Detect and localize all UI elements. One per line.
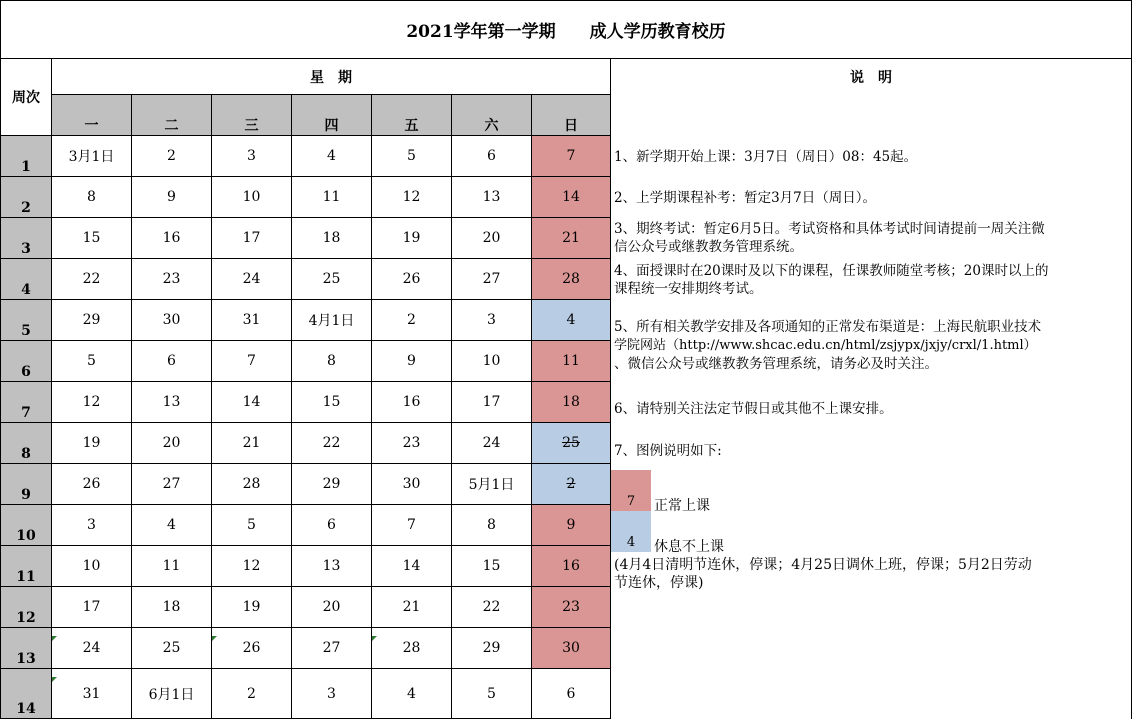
day-cell: 7: [372, 505, 452, 546]
week-number: 5: [0, 300, 52, 341]
day-cell: 18: [132, 587, 212, 628]
weekday-header-2: 二: [132, 95, 212, 136]
sunday-cell: 30: [532, 628, 611, 669]
cell-note-indicator-icon: [52, 677, 57, 682]
day-cell: 17: [212, 218, 292, 259]
day-cell: 23: [132, 259, 212, 300]
day-cell: 21: [372, 587, 452, 628]
legend-class-label: 正常上课: [654, 498, 710, 514]
day-cell: 24: [452, 423, 532, 464]
day-cell: 26: [372, 259, 452, 300]
notes-column-header: 说 明: [611, 59, 1132, 95]
day-cell: 2: [212, 669, 292, 719]
day-cell: 16: [372, 382, 452, 423]
day-cell: 14: [372, 546, 452, 587]
day-cell: 19: [212, 587, 292, 628]
week-number: 13: [0, 628, 52, 669]
note-2: 2、上学期课程补考：暂定3月7日（周日）。: [614, 190, 877, 206]
week-number: 14: [0, 669, 52, 719]
sunday-cell: 7: [532, 136, 611, 177]
day-cell: 20: [452, 218, 532, 259]
note-1: 1、新学期开始上课：3月7日（周日）08：45起。: [614, 149, 918, 165]
day-cell: 27: [452, 259, 532, 300]
sunday-cell: 14: [532, 177, 611, 218]
day-cell: 4: [292, 136, 372, 177]
day-cell: 31: [212, 300, 292, 341]
day-cell: 2: [372, 300, 452, 341]
day-cell: 21: [212, 423, 292, 464]
day-cell: 15: [292, 382, 372, 423]
day-cell: 5: [372, 136, 452, 177]
day-cell: 28: [372, 628, 452, 669]
day-cell: 13: [452, 177, 532, 218]
day-cell: 4月1日: [292, 300, 372, 341]
page-title: 2021学年第一学期 成人学历教育校历: [0, 0, 1132, 59]
day-cell: 6: [452, 136, 532, 177]
weekday-header-1: 一: [52, 95, 132, 136]
legend-off-label: 休息不上课: [654, 539, 724, 555]
day-cell: 20: [132, 423, 212, 464]
day-cell: 6: [292, 505, 372, 546]
week-number: 3: [0, 218, 52, 259]
day-cell: 26: [52, 464, 132, 505]
day-cell: 26: [212, 628, 292, 669]
weekday-header-5: 五: [372, 95, 452, 136]
day-cell: 2: [132, 136, 212, 177]
day-cell: 12: [372, 177, 452, 218]
day-cell: 19: [372, 218, 452, 259]
day-cell: 22: [452, 587, 532, 628]
sunday-cell: 11: [532, 341, 611, 382]
day-cell: 29: [292, 464, 372, 505]
note-3-line-1: 3、期终考试：暂定6月5日。考试资格和具体考试时间请提前一周关注微: [614, 221, 1045, 237]
sunday-cell: 21: [532, 218, 611, 259]
day-cell: 30: [132, 300, 212, 341]
week-number: 2: [0, 177, 52, 218]
day-cell: 10: [52, 546, 132, 587]
day-cell: 17: [452, 382, 532, 423]
note-4-line-1: 4、面授课时在20课时及以下的课程，任课教师随堂考核；20课时以上的: [614, 263, 1049, 279]
day-cell: 29: [52, 300, 132, 341]
sunday-cell: 28: [532, 259, 611, 300]
day-cell: 27: [292, 628, 372, 669]
note-8-line-2: 节连休，停课): [614, 575, 704, 591]
notes-panel: [611, 59, 1132, 719]
day-cell: 11: [292, 177, 372, 218]
sunday-cell: 9: [532, 505, 611, 546]
week-number: 4: [0, 259, 52, 300]
weekday-header-3: 三: [212, 95, 292, 136]
day-cell: 9: [132, 177, 212, 218]
day-cell: 4: [132, 505, 212, 546]
day-cell: 5: [452, 669, 532, 719]
day-cell: 6月1日: [132, 669, 212, 719]
day-cell: 3: [452, 300, 532, 341]
day-cell: 13: [292, 546, 372, 587]
day-cell: 27: [132, 464, 212, 505]
day-cell: 7: [212, 341, 292, 382]
cell-note-indicator-icon: [212, 636, 217, 641]
week-number: 10: [0, 505, 52, 546]
day-cell: 25: [292, 259, 372, 300]
day-cell: 6: [132, 341, 212, 382]
day-cell: 8: [292, 341, 372, 382]
cell-note-indicator-icon: [372, 636, 377, 641]
sunday-cell: 2: [532, 464, 611, 505]
day-cell: 24: [212, 259, 292, 300]
weekday-header-7: 日: [532, 95, 611, 136]
day-cell: 3月1日: [52, 136, 132, 177]
day-cell: 25: [132, 628, 212, 669]
note-5-line-3: 、微信公众号或继教教务管理系统，请务必及时关注。: [614, 356, 938, 372]
day-cell: 4: [372, 669, 452, 719]
day-cell: 8: [52, 177, 132, 218]
day-cell: 11: [132, 546, 212, 587]
note-3-line-2: 信公众号或继教教务管理系统。: [614, 239, 803, 255]
day-cell: 14: [212, 382, 292, 423]
day-cell: 15: [52, 218, 132, 259]
weekday-group-header: 星 期: [52, 59, 611, 95]
weekday-header-6: 六: [452, 95, 532, 136]
day-cell: 12: [212, 546, 292, 587]
sunday-cell: 23: [532, 587, 611, 628]
legend-class-swatch: 7: [611, 470, 651, 511]
weekday-header-4: 四: [292, 95, 372, 136]
sunday-cell: 25: [532, 423, 611, 464]
day-cell: 23: [372, 423, 452, 464]
note-5-line-1: 5、所有相关教学安排及各项通知的正常发布渠道是：上海民航职业技术: [614, 319, 1042, 335]
sunday-cell: 16: [532, 546, 611, 587]
day-cell: 29: [452, 628, 532, 669]
week-number: 11: [0, 546, 52, 587]
note-4-line-2: 课程统一安排期终考试。: [614, 281, 763, 297]
day-cell: 5: [52, 341, 132, 382]
day-cell: 30: [372, 464, 452, 505]
day-cell: 31: [52, 669, 132, 719]
day-cell: 5: [212, 505, 292, 546]
day-cell: 19: [52, 423, 132, 464]
note-8-line-1: (4月4日清明节连休，停课；4月25日调休上班，停课；5月2日劳动: [614, 557, 1032, 573]
day-cell: 10: [212, 177, 292, 218]
note-6: 6、请特别关注法定节假日或其他不上课安排。: [614, 401, 893, 417]
day-cell: 3: [292, 669, 372, 719]
week-column-header: 周次: [0, 59, 52, 136]
cell-note-indicator-icon: [52, 636, 57, 641]
day-cell: 16: [132, 218, 212, 259]
day-cell: 22: [292, 423, 372, 464]
day-cell: 18: [292, 218, 372, 259]
day-cell: 13: [132, 382, 212, 423]
day-cell: 5月1日: [452, 464, 532, 505]
day-cell: 3: [212, 136, 292, 177]
day-cell: 24: [52, 628, 132, 669]
week-number: 8: [0, 423, 52, 464]
week-number: 7: [0, 382, 52, 423]
week-number: 1: [0, 136, 52, 177]
note-5-line-2: 学院网站（http://www.shcac.edu.cn/html/zsjypx/jxjy/crxl/1.html）: [614, 338, 1037, 353]
day-cell: 17: [52, 587, 132, 628]
week-number: 12: [0, 587, 52, 628]
day-cell: 22: [52, 259, 132, 300]
sunday-cell: 18: [532, 382, 611, 423]
day-cell: 9: [372, 341, 452, 382]
day-cell: 8: [452, 505, 532, 546]
day-cell: 28: [212, 464, 292, 505]
week-number: 6: [0, 341, 52, 382]
day-cell: 10: [452, 341, 532, 382]
legend-off-swatch: 4: [611, 511, 651, 552]
week-number: 9: [0, 464, 52, 505]
day-cell: 3: [52, 505, 132, 546]
sunday-cell: 4: [532, 300, 611, 341]
sunday-cell: 6: [532, 669, 611, 719]
day-cell: 20: [292, 587, 372, 628]
note-7: 7、图例说明如下:: [614, 443, 722, 459]
day-cell: 12: [52, 382, 132, 423]
day-cell: 15: [452, 546, 532, 587]
